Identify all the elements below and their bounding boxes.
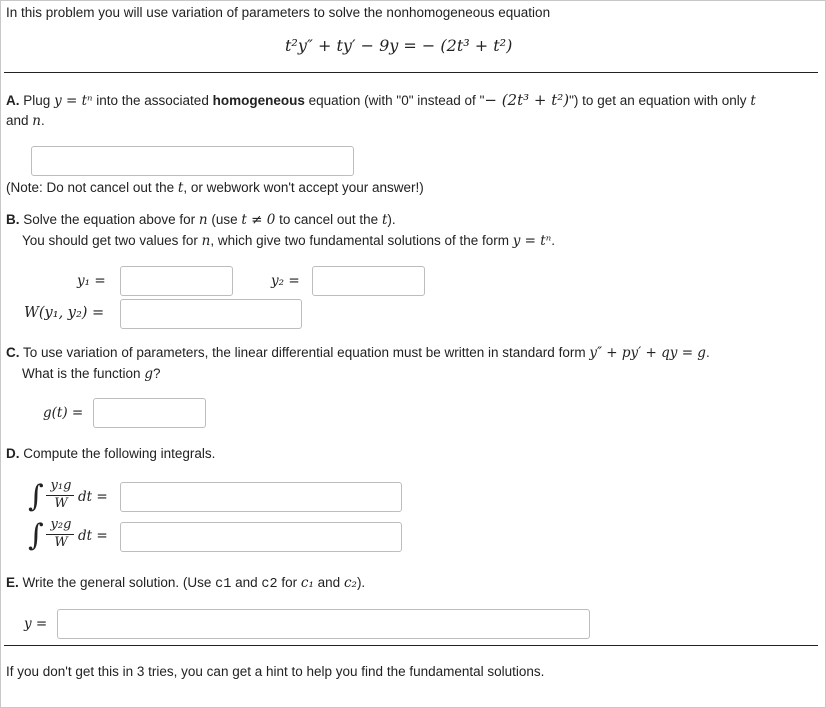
part-c-line1 xyxy=(6,345,710,361)
answer-a-input[interactable] xyxy=(31,146,354,176)
integral-sign-2: ∫ xyxy=(28,518,44,553)
part-e-math-c1: c₁ xyxy=(300,575,314,591)
part-b-line2-text: You should get two values for xyxy=(22,233,198,248)
part-c-label: C. xyxy=(6,345,20,360)
y2-label: y₂ = xyxy=(271,273,300,289)
hint-text: If you don't get this in 3 tries, you can get a hint to help you find the fundamental solutions. xyxy=(6,664,545,679)
part-a-text2: into the associated xyxy=(96,93,209,108)
integral-1-input[interactable] xyxy=(120,482,402,512)
part-c-line2 xyxy=(22,366,161,382)
part-a-text4: ") to get an equation with only xyxy=(569,93,747,108)
part-c-form: y″ + py′ + qy = g xyxy=(589,345,706,361)
part-a-y-eq: y = tⁿ xyxy=(54,93,93,109)
part-b-line1 xyxy=(6,212,396,228)
part-a-t: t xyxy=(750,93,756,109)
general-solution-label: y = xyxy=(24,616,48,632)
integral-1-denominator: W xyxy=(54,496,68,511)
integral-2-input[interactable] xyxy=(120,522,402,552)
part-a-note-end: , or webwork won't accept your answer!) xyxy=(183,180,424,195)
y1-label: y₁ = xyxy=(77,273,106,289)
part-e-math-c2: c₂ xyxy=(343,575,357,591)
part-a-note xyxy=(6,180,424,196)
part-b-text1: Solve the equation above for xyxy=(23,212,196,227)
part-b-n: n xyxy=(198,212,208,228)
part-e-and1: and xyxy=(235,575,258,590)
main-equation: t²y″ + ty′ − 9y = − (2t³ + t²) xyxy=(285,36,513,55)
part-b-line2-end: . xyxy=(551,233,555,248)
integral-sign-1: ∫ xyxy=(28,479,44,514)
divider-bottom xyxy=(4,645,818,646)
part-b-line2-n: n xyxy=(201,233,211,249)
integral-2-dt: dt = xyxy=(78,528,108,544)
g-label: g(t) = xyxy=(43,405,84,421)
part-e-end: ). xyxy=(356,575,366,590)
part-c-end: . xyxy=(705,345,710,360)
part-c-line2-text: What is the function xyxy=(22,366,141,381)
part-b-line2b: , which give two fundamental solutions of the form xyxy=(210,233,509,248)
part-a-rhs: − (2t³ + t²) xyxy=(484,91,570,109)
part-a-note-t: t xyxy=(177,180,184,196)
divider-top xyxy=(4,72,818,73)
part-c-text1: To use variation of parameters, the linear differential equation must be written in standard form xyxy=(23,345,586,360)
part-d-text: Compute the following integrals. xyxy=(23,446,216,461)
part-b-t: t xyxy=(381,212,388,228)
part-e-and2: and xyxy=(317,575,341,590)
part-c-line2-end: ? xyxy=(152,366,161,381)
part-d-label: D. xyxy=(6,446,20,461)
wronskian-input[interactable] xyxy=(120,299,302,329)
integral-1-dt: dt = xyxy=(78,489,108,505)
part-e-text1: Write the general solution. (Use xyxy=(22,575,212,590)
part-b-text2: (use xyxy=(211,212,238,227)
part-a-line2b: . xyxy=(41,113,45,128)
y1-input[interactable] xyxy=(120,266,233,296)
part-a-bold: homogeneous xyxy=(212,93,305,108)
part-e-label: E. xyxy=(6,575,19,590)
integral-1-numerator: y₁g xyxy=(50,478,72,493)
part-a-text1: Plug xyxy=(23,93,51,108)
g-input[interactable] xyxy=(93,398,206,428)
integral-2-denominator: W xyxy=(54,535,68,550)
part-e-for: for xyxy=(281,575,298,590)
integral-2-numerator: y₂g xyxy=(50,517,72,532)
part-a-n: n xyxy=(32,113,41,129)
part-d-line xyxy=(6,446,215,462)
part-e-line xyxy=(6,575,365,593)
part-b-label: B. xyxy=(6,212,20,227)
y2-input[interactable] xyxy=(312,266,425,296)
part-b-form: y = tⁿ xyxy=(512,233,552,249)
intro-text: In this problem you will use variation of parameters to solve the nonhomogeneous equation xyxy=(6,5,551,20)
part-a-note-text: (Note: Do not cancel out the xyxy=(6,180,175,195)
part-b-text4: ). xyxy=(387,212,396,227)
part-a-text3: equation (with "0" instead of " xyxy=(308,93,485,108)
part-b-line2 xyxy=(22,233,555,249)
part-a-line2 xyxy=(6,113,45,129)
part-e-c1-code: c1 xyxy=(215,577,232,592)
part-a-line2a: and xyxy=(6,113,29,128)
part-c-g: g xyxy=(144,366,153,382)
part-b-text3: to cancel out the xyxy=(279,212,379,227)
part-a-line1 xyxy=(6,92,756,109)
general-solution-input[interactable] xyxy=(57,609,590,639)
wronskian-label: W(y₁, y₂) = xyxy=(24,305,105,321)
part-a-label: A. xyxy=(6,93,20,108)
part-b-cond: t ≠ 0 xyxy=(241,212,276,228)
part-e-c2-code: c2 xyxy=(261,577,278,592)
